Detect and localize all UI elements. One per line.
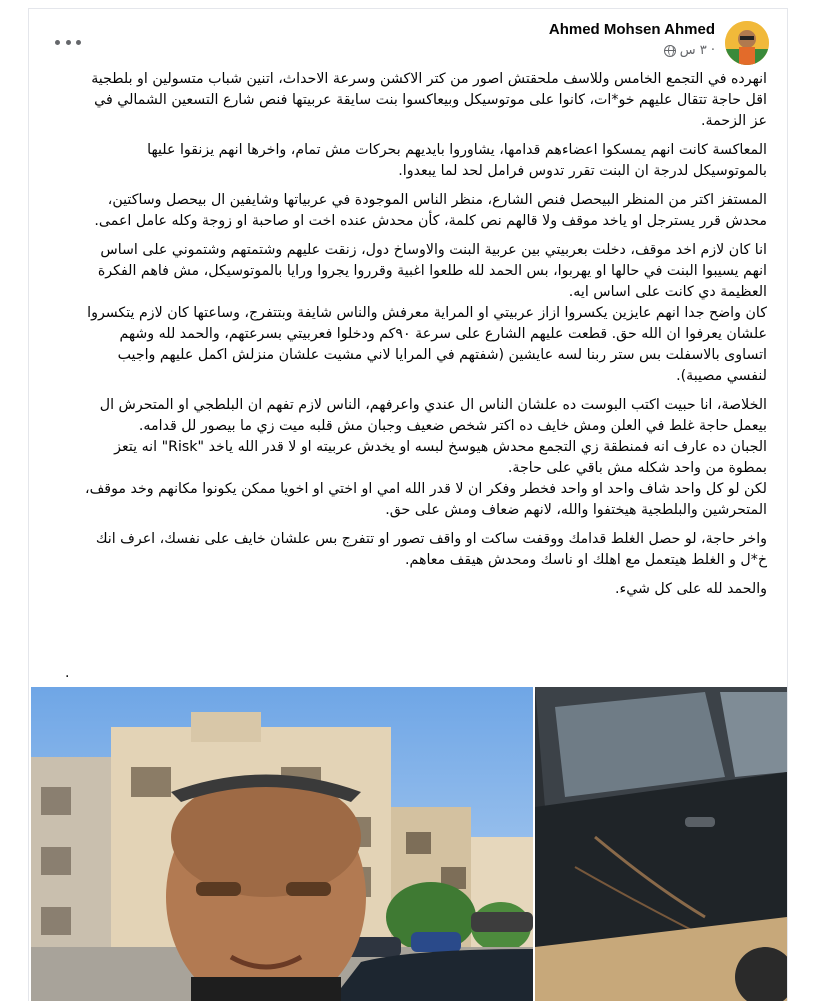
selfie-photo[interactable] (31, 687, 533, 1001)
post-meta (664, 43, 715, 58)
post-paragraph: انهرده في التجمع الخامس وللاسف ملحقتش اصور من كتر الاكشن وسرعة الاحداث، اتنين شباب متسولين او بلطجية اقل حاجة تتقال عليهم خو*ات، كانوا على موتوسيكل وبيعاكسوا بنت سايقة عربيتها فنص شارع التسعين الشمالي في عز الزحمة. (91, 71, 767, 129)
post-paragraph: الجبان ده عارف انه فمنطقة زي التجمع محدش هيوسخ لبسه او يخدش عربيته او لا قدر الله ياخد "Risk" انه يتعز بمطوة من واحد شكله مش باقي على حاجة. (114, 439, 767, 476)
more-options-icon[interactable] (55, 35, 81, 49)
post-paragraph: انا كان لازم اخد موقف، دخلت بعربيتي بين عربية البنت والاوساخ دول، زنقت عليهم وشتمتهم وشتموني على اساس انهم يسيبوا البنت في حالها او يهربوا، بس الحمد لله طلعوا اغبية وقرروا يجروا ورايا بالموتوسيكل، مش فاهم الفكرة العظيمة دي كانت على اساس ايه. (97, 242, 767, 300)
trailing-mark: . (65, 665, 70, 681)
post-paragraph: المستفز اكتر من المنظر البيحصل فنص الشارع، منظر الناس الموجودة في عربياتها وشايفين ال بيحصل وساكتين، محدش قرر يسترجل او ياخد موقف ولا قالهم نص كلمة، كأن محدش عنده اخت او صاحبة او زوجة وكله عامل اعمى. (94, 192, 767, 229)
post-time[interactable]: ٣ س · (679, 43, 715, 58)
post-paragraph: واخر حاجة، لو حصل الغلط قدامك ووقفت ساكت او واقف تصور او تتفرج بس علشان خايف على نفسك، اعرف انك خ*ل و الغلط هيتعمل مع اهلك او ناسك ومحدش هيقف معاهم. (95, 531, 767, 568)
car-damage-photo[interactable] (535, 687, 787, 1001)
post-paragraph: المعاكسة كانت انهم يمسكوا اعضاءهم قدامها، يشاوروا بايديهم بحركات مش تمام، واخرها انهم يزنقوا عليها بالموتوسيكل لدرجة ان البنت تقرر تدوس فرامل لحد لما يبعدوا. (147, 142, 767, 179)
avatar[interactable] (725, 21, 769, 65)
post-paragraph: والحمد لله على كل شيء. (615, 581, 767, 597)
globe-icon[interactable] (664, 45, 676, 57)
post-text (79, 69, 767, 608)
post-paragraph: لكن لو كل واحد شاف واحد او واحد فخطر وفكر ان لا قدر الله امي او اختي او اخويا ممكن يكونوا مكانهم وخد موقف، المتحرشين والبلطجية هيختفوا والله، لانهم ضعاف ومش على حق. (85, 481, 767, 518)
post-paragraph: كان واضح جدا انهم عايزين يكسروا ازاز عربيتي او المراية معرفش والناس شايفة وبتتفرج، وساعتها كان لازم يتكسروا علشان يعرفوا ان الله حق. قطعت عليهم الشارع على سرعة ٩٠كم ودخلوا فعربيتي بسرعتهم، والحمد لله وشهم اتساوى بالاسفلت بس ستر ربنا لسه عايشين (شفتهم في المرايا لاني مشيت علشان منزلش اكمل عليهم واجيب لنفسي مصيبة). (87, 305, 767, 384)
post-card (28, 8, 788, 1001)
author-name[interactable]: Ahmed Mohsen Ahmed (548, 21, 715, 38)
post-paragraph: الخلاصة، انا حبيت اكتب البوست ده علشان الناس ال عندي واعرفهم، الناس لازم تفهم ان البلطجي او المتحرش ال بيعمل حاجة غلط في العلن ومش خايف ده اكتر شخص ضعيف وجبان مش قلبه ميت زي ما بيصور لل قدامه. (99, 397, 767, 434)
